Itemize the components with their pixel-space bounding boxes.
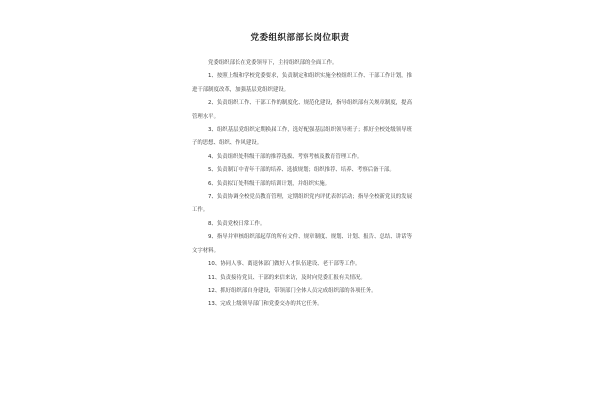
duty-item-8: 8、负责党校日常工作。 — [208, 220, 266, 227]
duty-item-3: 3、组织基层党组织定期换届工作，选好配强基层组织领导班子；抓好全校处级领导班子的思想、组织、作风建设。 — [192, 127, 412, 147]
duty-item-11: 11、负责接待党员、干部的来信来访，及时向党委汇报有关情况。 — [208, 274, 366, 281]
duty-item-12: 12、抓好组织部自身建设，带领部门全体人员完成组织部的各项任务。 — [208, 287, 377, 294]
duty-item-5: 5、负责制订中青年干部的培养、选拔规划；组织推荐、培养、考察后备干部。 — [208, 167, 395, 174]
duty-item-13: 13、完成上级领导部门和党委交办的其它任务。 — [208, 301, 323, 308]
duty-item-10: 10、协同人事、离退休部门做好人才队伍建设、老干部等工作。 — [208, 261, 361, 268]
document-title: 党委组织部部长岗位职责 — [250, 33, 350, 43]
duty-item-6: 6、负责拟订处科级干部的培训计划，并组织实施。 — [208, 180, 331, 187]
duty-item-1: 1、按照上级和学校党委要求，负责制定和组织实施全校组织工作、干部工作计划，推进干部制度改革，加强基层党组织建设。 — [192, 73, 412, 93]
document-body — [192, 57, 412, 312]
duty-item-7: 7、负责协调全校党员教育管理，定期组织党内评优表彰活动；指导全校新党员的发展工作。 — [192, 194, 412, 214]
intro-paragraph: 党委组织部长在党委领导下，主持组织部的全面工作。 — [208, 60, 338, 66]
duty-item-4: 4、负责组织处科级干部的推荐选拔、考察考核及教育管理工作。 — [208, 153, 363, 160]
duty-item-2: 2、负责组织工作、干部工作的制度化、规范化建设，指导组织部有关规章制度，提高管理水平。 — [192, 100, 412, 120]
duty-item-9: 9、指导并审核组织部起草的所有文件、规章制度、规划、计划、报告、总结、讲话等文字材料。 — [192, 234, 412, 254]
